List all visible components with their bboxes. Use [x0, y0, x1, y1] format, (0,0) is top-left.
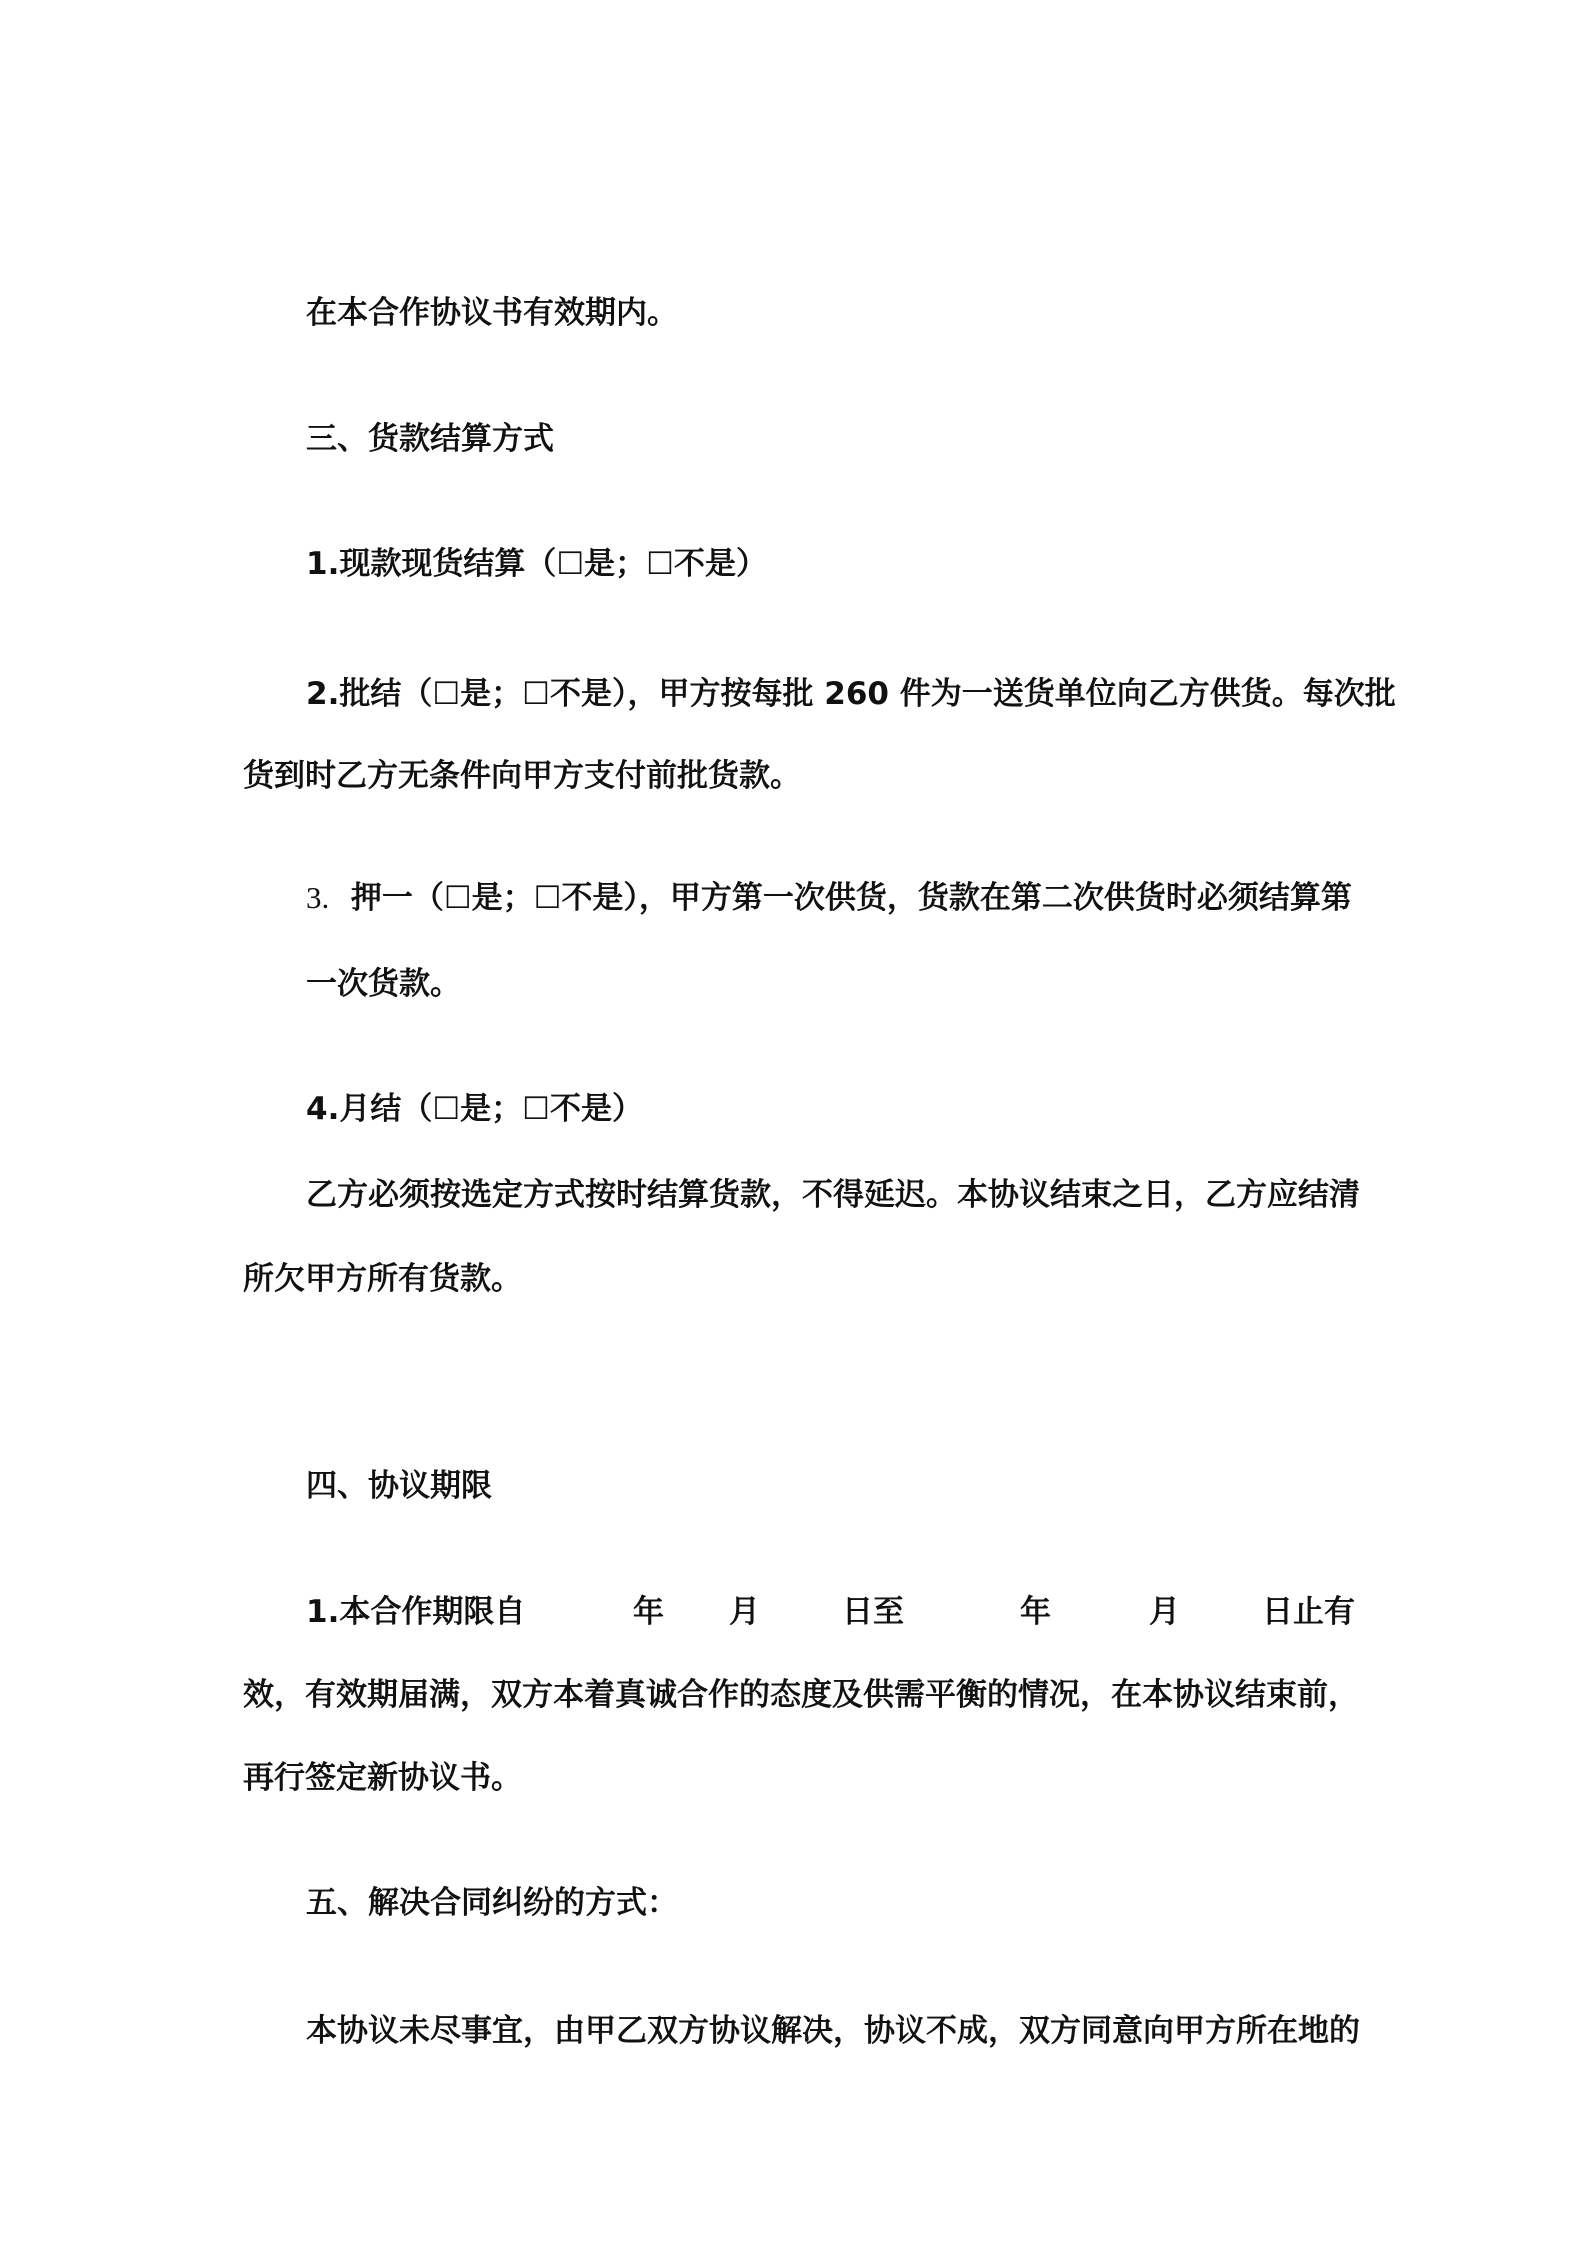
checkbox-no-option-4[interactable]: ☐	[522, 1091, 550, 1127]
paragraph-validity: 在本合作协议书有效期内。	[306, 295, 678, 331]
payment-option-2	[306, 674, 1396, 714]
term-continued-line-1: 效，有效期届满，双方本着真诚合作的态度及供需平衡的情况，在本协议结束前，	[243, 1677, 1359, 1713]
dispute-paragraph-line-1: 本协议未尽事宜，由甲乙双方协议解决，协议不成，双方同意向甲方所在地的	[306, 2013, 1360, 2049]
payment-option-3-continued: 一次货款。	[306, 966, 461, 1002]
payment-option-4	[306, 1089, 643, 1129]
payment-option-2-continued: 货到时乙方无条件向甲方支付前批货款。	[243, 758, 801, 794]
option-3-number: 3.	[306, 880, 330, 915]
start-year-label: 年	[633, 1594, 664, 1630]
section-4-heading: 四、协议期限	[306, 1468, 492, 1504]
term-continued-line-2: 再行签定新协议书。	[243, 1760, 522, 1796]
end-year-label: 年	[1020, 1594, 1051, 1630]
term-label: 1.本合作期限自	[306, 1594, 526, 1630]
end-day-label: 日止有	[1262, 1594, 1355, 1630]
checkbox-no-option-1[interactable]: ☐	[646, 546, 674, 582]
option-2-label: 2.批结（☐是；☐不是），甲方按每批 260 件为一送货单位向乙方供货。每次批	[306, 676, 1396, 712]
payment-note-line-2: 所欠甲方所有货款。	[243, 1261, 522, 1297]
start-month-label: 月	[729, 1594, 760, 1630]
payment-option-3: 3. 押一（☐是；☐不是），甲方第一次供货，货款在第二次供货时必须结算第	[306, 880, 1352, 916]
term-line	[0, 1592, 1586, 1632]
no-label: 不是）	[673, 546, 767, 582]
yes-label: 是；	[584, 546, 647, 582]
payment-note-line-1: 乙方必须按选定方式按时结算货款，不得延迟。本协议结束之日，乙方应结清	[306, 1177, 1360, 1213]
section-3-heading: 三、货款结算方式	[306, 421, 554, 457]
checkbox-yes-option-1[interactable]: ☐	[556, 546, 585, 582]
option-4-label: 4.月结（	[306, 1091, 433, 1127]
checkbox-yes-option-4[interactable]: ☐	[432, 1091, 461, 1127]
no-label: 不是）	[549, 1091, 643, 1127]
start-day-label: 日至	[842, 1594, 904, 1630]
checkbox-yes-option-3[interactable]: ☐	[443, 880, 472, 916]
checkbox-yes-option-2[interactable]: ☐	[432, 676, 461, 712]
checkbox-no-option-2[interactable]: ☐	[522, 676, 550, 712]
option-1-label: 1.现款现货结算（	[306, 546, 557, 582]
checkbox-no-option-3[interactable]: ☐	[533, 880, 562, 916]
section-5-heading: 五、解决合同纠纷的方式：	[306, 1885, 678, 1921]
yes-label: 是；	[460, 1091, 523, 1127]
end-month-label: 月	[1149, 1594, 1180, 1630]
payment-option-1	[306, 544, 767, 584]
